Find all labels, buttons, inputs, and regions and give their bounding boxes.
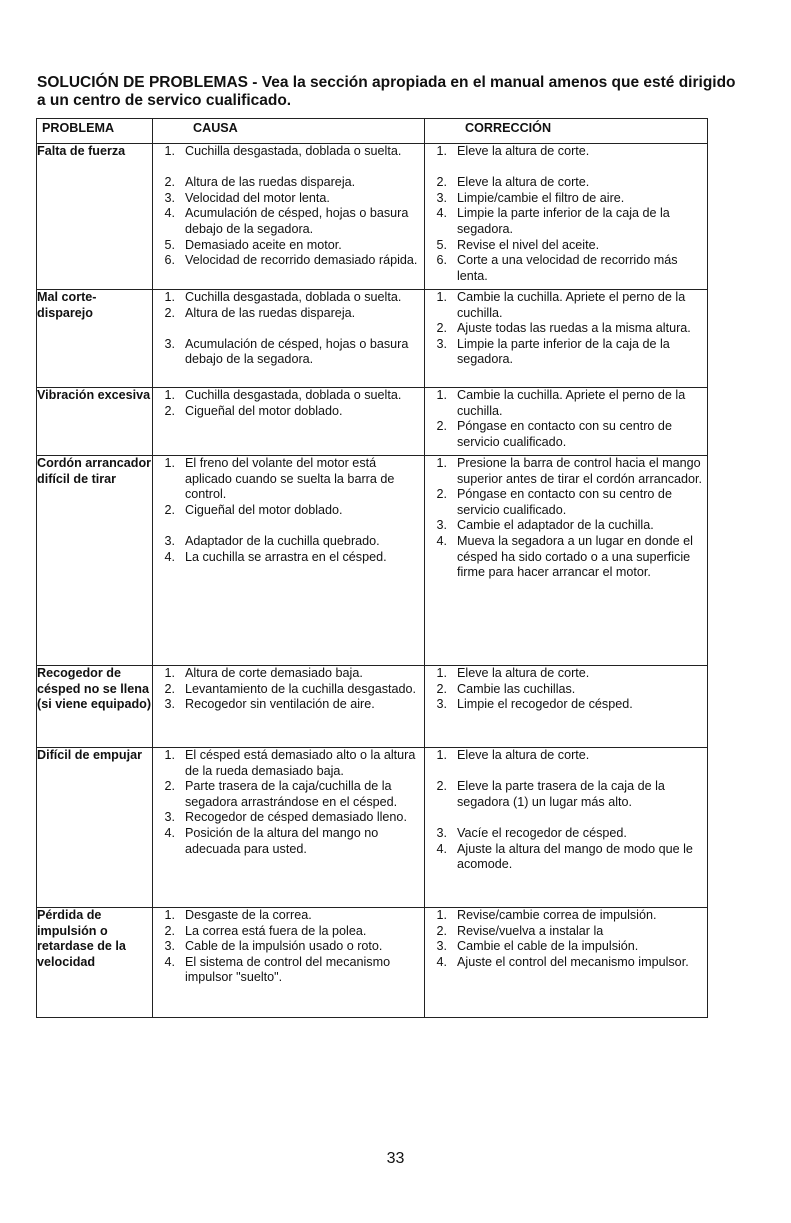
item-number: 6. [164, 253, 175, 268]
item-number: 1. [436, 144, 447, 158]
list-item [425, 290, 707, 321]
item-text: Eleve la altura de corte. [457, 175, 590, 190]
item-text: Demasiado aceite en motor. [185, 237, 342, 252]
table-header-row [37, 119, 708, 144]
item-text: Cuchilla desgastada, doblada o suelta. [185, 388, 402, 402]
item-number: 2. [436, 681, 447, 696]
item-text: Ajuste la altura del mango de modo que le acomode. [457, 841, 693, 872]
list-item [425, 810, 707, 841]
item-number: 2. [164, 923, 175, 938]
item-text: Limpie la parte inferior de la caja de la segadora. [457, 206, 670, 236]
item-text: Adaptador de la cuchilla quebrado. [185, 533, 380, 548]
item-text: Limpie el recogedor de césped. [457, 697, 633, 712]
cause-column-header: CAUSA [153, 119, 425, 144]
item-text: Cambie el adaptador de la cuchilla. [457, 518, 654, 533]
item-number: 2. [164, 779, 175, 794]
list-item [153, 456, 424, 503]
item-number: 3. [436, 825, 447, 840]
item-text: El césped está demasiado alto o la altura de la rueda demasiado baja. [185, 748, 416, 778]
list-item [425, 206, 707, 237]
list-item [425, 682, 707, 698]
item-number: 1. [164, 388, 175, 402]
table-body [37, 144, 708, 1018]
cause-cell [153, 666, 425, 748]
item-number: 2. [436, 175, 447, 190]
list-item [153, 191, 424, 207]
item-number: 4. [436, 841, 447, 856]
table-row [37, 388, 708, 456]
cause-cell [153, 748, 425, 908]
list-item [425, 487, 707, 518]
list-item [425, 764, 707, 811]
item-number: 2. [164, 305, 175, 320]
item-text: La cuchilla se arrastra en el césped. [185, 549, 387, 564]
item-number: 1. [436, 388, 447, 402]
item-number: 3. [436, 939, 447, 954]
list-item [153, 306, 424, 322]
item-number: 1. [436, 748, 447, 762]
item-text: Limpie la parte inferior de la caja de la segadora. [457, 336, 670, 367]
item-text: Cambie la cuchilla. Apriete el perno de la cuchilla. [457, 388, 686, 418]
cause-cell [153, 388, 425, 456]
item-text: Presione la barra de control hacia el mango superior antes de tirar el cordón arrancador. [457, 456, 703, 486]
list-item [425, 939, 707, 955]
cause-cell [153, 144, 425, 290]
item-text: Revise/vuelva a instalar la [457, 923, 604, 938]
correction-cell [425, 388, 708, 456]
table-row [37, 666, 708, 748]
item-text: Vacíe el recogedor de césped. [457, 825, 627, 840]
correction-cell [425, 144, 708, 290]
item-text: Ajuste el control del mecanismo impulsor. [457, 954, 689, 969]
list-item [153, 503, 424, 519]
item-number: 4. [436, 206, 447, 221]
page-number: 33 [386, 1150, 405, 1167]
item-text: Corte a una velocidad de recorrido más lenta. [457, 253, 678, 283]
item-text: Recogedor de césped demasiado lleno. [185, 810, 407, 825]
list-item [153, 924, 424, 940]
item-number: 4. [164, 954, 175, 969]
list-item [153, 518, 424, 549]
item-number: 1. [436, 456, 447, 470]
item-number: 2. [436, 779, 447, 794]
list-item [425, 253, 707, 284]
item-text: Posición de la altura del mango no adecuada para usted. [185, 825, 379, 856]
item-number: 2. [436, 419, 447, 434]
list-item [153, 253, 424, 269]
list-item [425, 160, 707, 191]
item-text: Póngase en contacto con su centro de servicio cualificado. [457, 487, 672, 517]
list-item [153, 779, 424, 810]
table-row [37, 290, 708, 388]
list-item [425, 518, 707, 534]
item-text: Cuchilla desgastada, doblada o suelta. [185, 290, 402, 304]
list-item [425, 238, 707, 254]
item-text: Mueva la segadora a un lugar en donde el césped ha sido cortado o a una superficie firme para hacer arrancar el motor. [457, 533, 693, 580]
item-number: 2. [164, 403, 175, 418]
item-number: 1. [164, 144, 175, 158]
correction-column-header: CORRECCIÓN [425, 119, 708, 144]
item-text: Cambie el cable de la impulsión. [457, 939, 639, 954]
list-item [425, 924, 707, 940]
problem-cell: Difícil de empujar [37, 748, 153, 908]
list-item [153, 321, 424, 368]
problem-cell: Falta de fuerza [37, 144, 153, 290]
item-number: 5. [164, 237, 175, 252]
item-number: 1. [436, 666, 447, 680]
item-text: La correa está fuera de la polea. [185, 923, 367, 938]
item-number: 3. [164, 533, 175, 548]
item-text: Limpie/cambie el filtro de aire. [457, 190, 625, 205]
list-item [153, 939, 424, 955]
correction-cell [425, 456, 708, 666]
item-text: Cambie la cuchilla. Apriete el perno de la cuchilla. [457, 290, 686, 320]
item-text: Cable de la impulsión usado o roto. [185, 939, 383, 954]
item-text: Altura de las ruedas dispareja. [185, 305, 356, 320]
list-item [425, 144, 707, 160]
table-row [37, 748, 708, 908]
item-number: 1. [164, 290, 175, 304]
item-number: 3. [436, 518, 447, 533]
list-item [153, 238, 424, 254]
cause-cell [153, 456, 425, 666]
item-text: Altura de corte demasiado baja. [185, 666, 363, 680]
table-row [37, 144, 708, 290]
item-number: 3. [164, 336, 175, 351]
list-item [153, 955, 424, 986]
problem-cell: Pérdida de impulsión o retardase de la velocidad [37, 908, 153, 1018]
item-text: Recogedor sin ventilación de aire. [185, 697, 375, 712]
item-text: Acumulación de césped, hojas o basura debajo de la segadora. [185, 206, 409, 236]
problem-cell: Cordón arrancador difícil de tirar [37, 456, 153, 666]
correction-cell [425, 908, 708, 1018]
item-text: Cigueñal del motor doblado. [185, 502, 343, 517]
item-text: Cambie las cuchillas. [457, 681, 576, 696]
item-text: Eleve la altura de corte. [457, 144, 590, 158]
list-item [425, 191, 707, 207]
list-item [425, 842, 707, 873]
item-text: Cuchilla desgastada, doblada o suelta. [185, 144, 402, 158]
correction-cell [425, 290, 708, 388]
list-item [425, 697, 707, 713]
item-number: 1. [164, 908, 175, 922]
item-number: 6. [436, 253, 447, 268]
list-item [425, 534, 707, 581]
item-text: Levantamiento de la cuchilla desgastado. [185, 681, 417, 696]
item-number: 4. [164, 206, 175, 221]
item-text: Cigueñal del motor doblado. [185, 403, 343, 418]
item-text: Altura de las ruedas dispareja. [185, 175, 356, 190]
problem-column-header: PROBLEMA [37, 119, 153, 144]
item-number: 3. [164, 697, 175, 712]
item-text: Acumulación de césped, hojas o basura debajo de la segadora. [185, 336, 409, 367]
item-number: 4. [436, 954, 447, 969]
item-number: 2. [436, 487, 447, 502]
list-item [425, 666, 707, 682]
list-item [153, 748, 424, 779]
item-number: 3. [436, 190, 447, 205]
cause-cell [153, 908, 425, 1018]
item-number: 1. [164, 666, 175, 680]
page-heading: SOLUCIÓN DE PROBLEMAS - Vea la sección apropiada en el manual amenos que esté dirigido a un centro de servico cualificado. [37, 74, 736, 109]
list-item [425, 337, 707, 368]
item-number: 1. [164, 456, 175, 470]
table-row [37, 456, 708, 666]
item-number: 3. [436, 336, 447, 351]
list-item [153, 682, 424, 698]
item-number: 4. [164, 549, 175, 564]
item-number: 2. [436, 923, 447, 938]
list-item [153, 206, 424, 237]
item-number: 3. [164, 939, 175, 954]
item-number: 5. [436, 237, 447, 252]
list-item [425, 456, 707, 487]
list-item [153, 404, 424, 420]
correction-cell [425, 748, 708, 908]
list-item [153, 290, 424, 306]
item-text: Parte trasera de la caja/cuchilla de la segadora arrastrándose en el césped. [185, 779, 398, 809]
problem-cell: Vibración excesiva [37, 388, 153, 456]
correction-cell [425, 666, 708, 748]
item-text: Velocidad del motor lenta. [185, 190, 330, 205]
item-number: 2. [436, 321, 447, 336]
item-text: Desgaste de la correa. [185, 908, 312, 922]
list-item [153, 826, 424, 857]
list-item [153, 908, 424, 924]
item-text: Eleve la altura de corte. [457, 666, 590, 680]
list-item [153, 550, 424, 566]
list-item [153, 388, 424, 404]
list-item [153, 810, 424, 826]
troubleshooting-table [36, 118, 708, 1018]
item-text: Eleve la altura de corte. [457, 748, 590, 762]
item-text: Revise el nivel del aceite. [457, 237, 600, 252]
list-item [425, 321, 707, 337]
item-number: 3. [436, 697, 447, 712]
item-number: 4. [164, 825, 175, 840]
item-number: 3. [164, 810, 175, 825]
list-item [153, 666, 424, 682]
list-item [153, 697, 424, 713]
item-text: Póngase en contacto con su centro de servicio cualificado. [457, 419, 672, 449]
item-number: 1. [436, 290, 447, 304]
list-item [425, 908, 707, 924]
item-number: 1. [436, 908, 447, 922]
problem-cell: Recogedor de césped no se llena (si viene equipado) [37, 666, 153, 748]
list-item [425, 419, 707, 450]
item-text: Velocidad de recorrido demasiado rápida. [185, 253, 418, 268]
item-text: Eleve la parte trasera de la caja de la segadora (1) un lugar más alto. [457, 779, 665, 809]
item-number: 2. [164, 681, 175, 696]
item-number: 2. [164, 502, 175, 517]
item-text: El sistema de control del mecanismo impulsor "suelto". [185, 954, 391, 985]
item-number: 3. [164, 190, 175, 205]
item-text: El freno del volante del motor está aplicado cuando se suelta la barra de control. [185, 456, 395, 502]
problem-cell: Mal corte- disparejo [37, 290, 153, 388]
list-item [425, 388, 707, 419]
item-number: 2. [164, 175, 175, 190]
item-number: 4. [436, 533, 447, 548]
item-text: Ajuste todas las ruedas a la misma altura. [457, 321, 691, 336]
cause-cell [153, 290, 425, 388]
list-item [425, 955, 707, 971]
list-item [425, 748, 707, 764]
item-text: Revise/cambie correa de impulsión. [457, 908, 657, 922]
list-item [153, 160, 424, 191]
list-item [153, 144, 424, 160]
table-row [37, 908, 708, 1018]
item-number: 1. [164, 748, 175, 762]
